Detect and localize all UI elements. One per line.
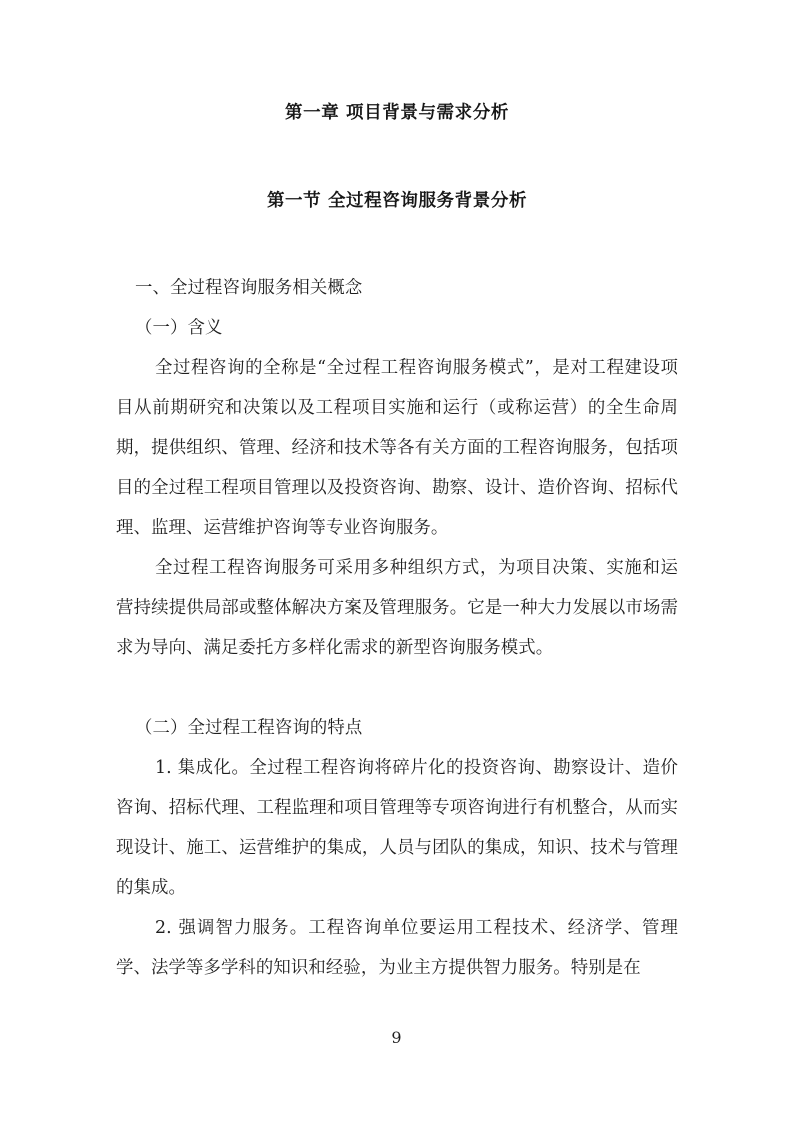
subsection-heading-one: 一、全过程咨询服务相关概念 — [135, 278, 363, 298]
item-heading-yi: （一）含义 — [135, 318, 223, 338]
paragraph-organization-modes: 全过程工程咨询服务可采用多种组织方式，为项目决策、实施和运营持续提供局部或整体解决方案及管理服务。它是一种大力发展以市场需求为导向、满足委托方多样化需求的新型咨询服务模式。 — [116, 558, 678, 658]
paragraph-integration: 1. 集成化。全过程工程咨询将碎片化的投资咨询、勘察设计、造价咨询、招标代理、工程监理和项目管理等专项咨询进行有机整合，从而实现设计、施工、运营维护的集成，人员与团队的集成，知识、技术与管理的集成。 — [116, 758, 678, 898]
page-number: 9 — [391, 1028, 402, 1047]
item-heading-er: （二）全过程工程咨询的特点 — [135, 718, 363, 738]
paragraph-definition: 全过程咨询的全称是“全过程工程咨询服务模式”，是对工程建设项目从前期研究和决策以及工程项目实施和运行（或称运营）的全生命周期，提供组织、管理、经济和技术等各有关方面的工程咨询服务，包括项目的全过程工程项目管理以及投资咨询、勘察、设计、造价咨询、招标代理、监理、运营维护咨询等专业咨询服务。 — [116, 358, 678, 538]
chapter-heading: 第一章 项目背景与需求分析 — [285, 103, 509, 123]
section-heading: 第一节 全过程咨询服务背景分析 — [266, 191, 528, 211]
paragraph-intellectual-service: 2. 强调智力服务。工程咨询单位要运用工程技术、经济学、管理学、法学等多学科的知识和经验，为业主方提供智力服务。特别是在 — [116, 918, 678, 978]
